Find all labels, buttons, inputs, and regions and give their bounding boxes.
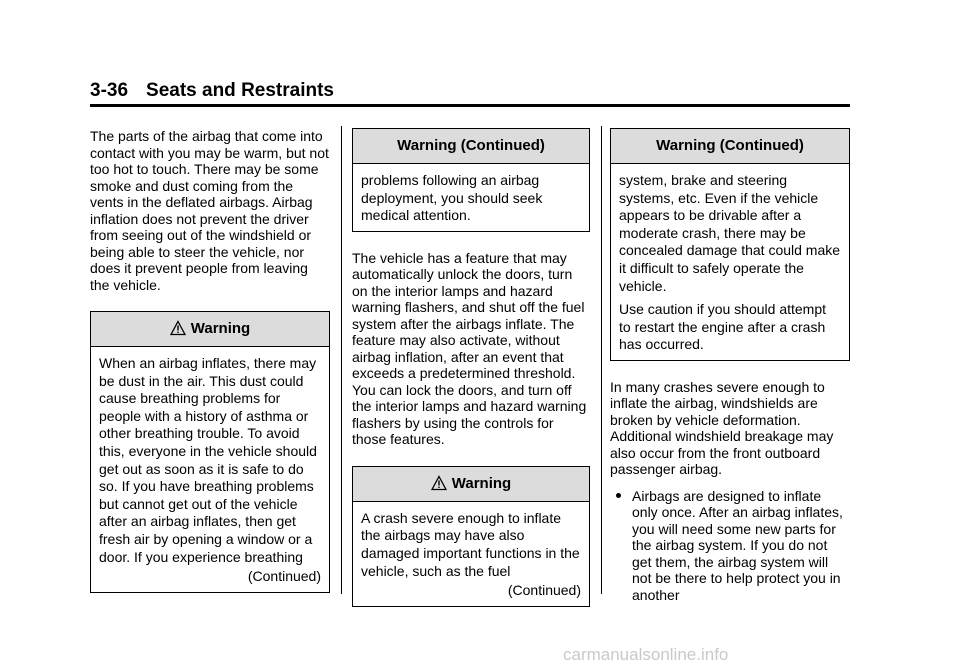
- warning-box-header: [353, 467, 589, 502]
- column-1: [90, 128, 330, 593]
- continued-label: (Continued): [247, 568, 321, 585]
- warning-title: Warning: [451, 474, 512, 492]
- section-title: Seats and Restraints: [146, 80, 334, 101]
- windshield-paragraph: In many crashes severe enough to inflate the airbag, windshields are broken by vehicle deformation. Additional windshield breakage may also occur from the front outboard passenger airbag.: [610, 378, 834, 478]
- warning-icon: [170, 320, 186, 336]
- watermark: carmanualsonline.info: [563, 645, 729, 664]
- warning-box-1: [90, 311, 330, 593]
- warning-text: problems following an airbag deployment, you should seek medical attention.: [361, 172, 543, 224]
- column-divider-2: [601, 126, 602, 594]
- warning-box-2: [352, 466, 590, 607]
- warning-text: When an airbag inflates, there may be dust in the air. This dust could cause breathing problems for people with a history of asthma or other breathing trouble. To avoid this, everyone in the vehicle should get out as soon as it is safe to do so. If you have breathing problems but cannot get out of the vehicle after an airbag inflates, then get fresh air by opening a window or a door. If you experience breathing: [99, 355, 317, 565]
- warning-box-header: Warning (Continued): [353, 129, 589, 164]
- warning-box-header: [91, 312, 329, 347]
- bullet-list: [610, 488, 850, 604]
- warning-continued-box-2: [610, 128, 850, 361]
- feature-paragraph: The vehicle has a feature that may automatically unlock the doors, turn on the interior lamps and hazard warning flashers, and shut off the fuel system after the airbags inflate. The feature may also activate, without airbag inflation, after an event that exceeds a predetermined threshold. You can lock the doors, and turn off the interior lamps and hazard warning flashers by using the controls for those features.: [352, 249, 587, 448]
- bullet-text: Airbags are designed to inflate only once. After an airbag inflates, you will need some new parts for the airbag system. If you do not get them, the airbag system will not be there to help protect you in another: [632, 487, 843, 603]
- warning-text: A crash severe enough to inflate the airbags may have also damaged important functions in the vehicle, such as the fuel: [361, 509, 580, 579]
- bullet-icon: [616, 493, 621, 498]
- warning-continued-box-1: [352, 128, 590, 232]
- column-2: [352, 128, 590, 607]
- warning-title: Warning: [190, 320, 251, 337]
- page-header: [90, 80, 850, 102]
- warning-text: Use caution if you should attempt to restart the engine after a crash has occurred.: [619, 301, 827, 353]
- page-number: 3-36: [90, 80, 129, 101]
- continued-label: (Continued): [507, 582, 581, 599]
- header-rule: [90, 104, 850, 107]
- warning-icon: [431, 475, 447, 491]
- column-3: [610, 128, 850, 603]
- warning-box-header: Warning (Continued): [611, 129, 849, 164]
- list-item: [610, 488, 850, 604]
- column-divider-1: [341, 126, 342, 594]
- warning-text: system, brake and steering systems, etc. Even if the vehicle appears to be drivable after a moderate crash, there may be concealed damage that could make it difficult to safely operate the vehicle.: [619, 172, 841, 294]
- intro-paragraph: The parts of the airbag that come into contact with you may be warm, but not too hot to touch. There may be some smoke and dust coming from the vents in the deflated airbags. Airbag inflation does not prevent the driver from seeing out of the windshield or being able to steer the vehicle, nor does it prevent people from leaving the vehicle.: [90, 128, 329, 293]
